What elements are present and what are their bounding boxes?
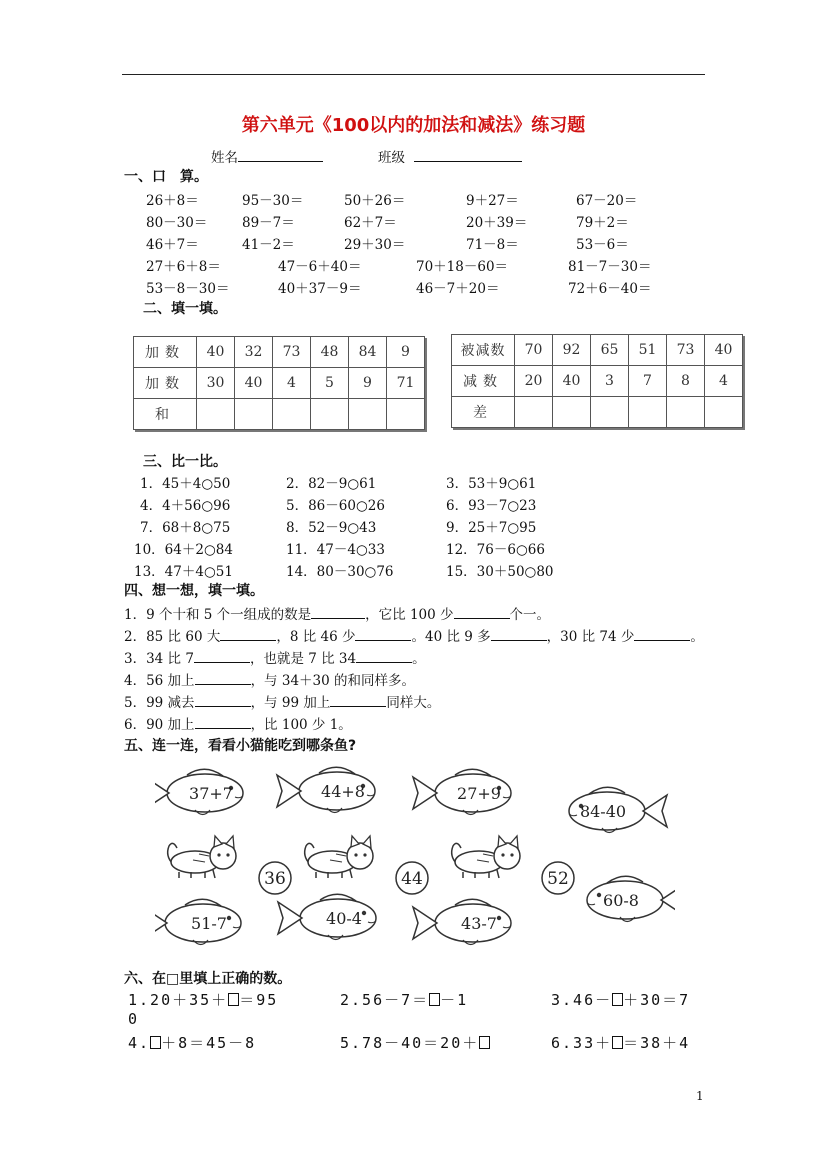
answer-blank[interactable] (634, 627, 690, 641)
answer-blank[interactable] (454, 605, 510, 619)
fill-item-4 (124, 669, 415, 689)
item-text: －1 (440, 991, 469, 1009)
item-text: ，与 99 加上 (250, 695, 331, 711)
fill-item-2 (124, 625, 704, 645)
box-item-6 (551, 1032, 690, 1053)
number-label: 36 (264, 869, 286, 889)
answer-blank[interactable] (356, 649, 412, 663)
number-label: 44 (401, 869, 423, 889)
item-text: 2．85 比 60 大 (124, 629, 221, 645)
table-cell: 70 (515, 335, 553, 366)
item-text: ，也就是 7 比 34 (249, 651, 357, 667)
answer-blank[interactable] (195, 671, 251, 685)
calc-item: 70＋18－60＝ (416, 259, 509, 275)
item-text: 5.78－40＝20＋ (340, 1034, 480, 1052)
item-text: ，比 100 少 1。 (250, 717, 352, 733)
calc-item: 80－30＝ (146, 215, 208, 231)
fish-expression: 84-40 (579, 802, 627, 821)
table-cell: 9 (387, 337, 425, 368)
calc-item: 67－20＝ (576, 193, 638, 209)
calc-item: 41－2＝ (242, 237, 295, 253)
calc-item: 79＋2＝ (576, 215, 629, 231)
answer-cell[interactable] (235, 399, 273, 430)
fish-cat-svg (155, 763, 675, 958)
answer-box[interactable] (429, 993, 440, 1006)
table-cell: 40 (235, 368, 273, 399)
compare-item: 8．52－9○43 (286, 520, 377, 536)
table-cell: 7 (629, 366, 667, 397)
compare-item: 7．68＋8○75 (140, 520, 231, 536)
answer-blank[interactable] (355, 627, 411, 641)
compare-item: 14．80－30○76 (286, 564, 394, 580)
section-6-heading: 六、在□里填上正确的数。 (124, 971, 292, 987)
subtraction-table (451, 334, 743, 428)
addition-table (133, 336, 425, 430)
number-label: 52 (547, 869, 569, 889)
table-cell: 73 (273, 337, 311, 368)
box-item-5 (340, 1032, 490, 1053)
answer-cell[interactable] (629, 397, 667, 428)
table-header: 减数 (452, 366, 515, 397)
answer-blank[interactable] (311, 605, 365, 619)
calc-item: 47－6＋40＝ (278, 259, 362, 275)
answer-blank[interactable] (220, 627, 276, 641)
item-text: ＋8＝45－8 (161, 1034, 257, 1052)
table-cell: 51 (629, 335, 667, 366)
item-text: ＋30＝7 (623, 991, 691, 1009)
page-title: 第六单元《100以内的加法和减法》练习题 (241, 115, 586, 136)
table-cell: 30 (197, 368, 235, 399)
box-item-4 (128, 1032, 256, 1053)
table-header: 和 (134, 399, 197, 430)
compare-item: 6．93－7○23 (446, 498, 537, 514)
table-cell: 32 (235, 337, 273, 368)
section-3-heading: 三、比一比。 (143, 454, 227, 470)
calc-item: 71－8＝ (466, 237, 519, 253)
header-rule (122, 74, 705, 75)
item-text: 1.20＋35＋ (128, 991, 229, 1009)
answer-box[interactable] (150, 1036, 161, 1049)
compare-item: 11．47－4○33 (286, 542, 385, 558)
calc-item: 53－6＝ (576, 237, 629, 253)
fish-expression: 43-7 (461, 914, 497, 933)
table-header: 差 (452, 397, 515, 428)
table-cell: 40 (553, 366, 591, 397)
item-text: 2.56－7＝ (340, 991, 430, 1009)
calc-item: 26＋8＝ (146, 193, 199, 209)
wrap-digit: 0 (128, 1010, 140, 1028)
compare-item: 9．25＋7○95 (446, 520, 537, 536)
calc-item: 62＋7＝ (344, 215, 397, 231)
compare-item: 10．64＋2○84 (134, 542, 233, 558)
item-text: ＝95 (239, 991, 279, 1009)
box-item-1 (128, 989, 278, 1010)
box-item-3 (551, 989, 690, 1010)
table-cell: 4 (273, 368, 311, 399)
section-4-heading: 四、想一想，填一填。 (124, 583, 264, 599)
section-1-heading: 一、口 算。 (124, 169, 208, 185)
answer-cell[interactable] (515, 397, 553, 428)
answer-box[interactable] (612, 993, 623, 1006)
item-text: 。 (690, 629, 704, 645)
table-cell: 4 (705, 366, 743, 397)
table-header: 加数 (134, 337, 197, 368)
item-text: 3．34 比 7 (124, 651, 194, 667)
item-text: 。 (412, 651, 426, 667)
section-2-heading: 二、填一填。 (143, 301, 227, 317)
answer-blank[interactable] (195, 693, 251, 707)
fill-item-1 (124, 603, 550, 623)
item-text: 同样大。 (386, 695, 441, 711)
class-blank[interactable] (414, 148, 522, 162)
compare-item: 12．76－6○66 (446, 542, 545, 558)
fish-expression: 60-8 (603, 891, 639, 910)
item-text: 4．56 加上 (124, 673, 195, 689)
item-text: ＝38＋4 (623, 1034, 691, 1052)
cat-icon (168, 836, 236, 878)
calc-item: 89－7＝ (242, 215, 295, 231)
cat-row (168, 836, 520, 878)
compare-item: 5．86－60○26 (286, 498, 385, 514)
table-cell: 5 (311, 368, 349, 399)
table-cell: 8 (667, 366, 705, 397)
table-cell: 92 (553, 335, 591, 366)
calc-item: 72＋6－40＝ (568, 281, 652, 297)
item-text: ，30 比 74 少 (546, 629, 635, 645)
calc-item: 27＋6＋8＝ (146, 259, 221, 275)
table-cell: 40 (705, 335, 743, 366)
answer-cell[interactable] (705, 397, 743, 428)
answer-cell[interactable] (667, 397, 705, 428)
compare-item: 3．53＋9○61 (446, 476, 537, 492)
fish-expression: 40-4 (326, 909, 362, 928)
fish-expression: 37+7 (189, 784, 233, 803)
item-text: 6.33＋ (551, 1034, 613, 1052)
table-cell: 9 (349, 368, 387, 399)
cat-icon (452, 836, 520, 878)
fish-expression: 44+8 (321, 782, 365, 801)
answer-cell[interactable] (311, 399, 349, 430)
compare-item: 1．45＋4○50 (140, 476, 231, 492)
answer-cell[interactable] (387, 399, 425, 430)
fill-item-5 (124, 691, 440, 711)
compare-item: 2．82－9○61 (286, 476, 377, 492)
fill-item-3 (124, 647, 426, 667)
answer-box[interactable] (479, 1036, 490, 1049)
answer-box[interactable] (228, 993, 239, 1006)
answer-cell[interactable] (591, 397, 629, 428)
table-cell: 84 (349, 337, 387, 368)
answer-blank[interactable] (194, 649, 250, 663)
item-text: 6．90 加上 (124, 717, 195, 733)
item-text: 4. (128, 1034, 151, 1052)
answer-blank[interactable] (330, 693, 386, 707)
table-cell: 65 (591, 335, 629, 366)
table-header: 被减数 (452, 335, 515, 366)
table-cell: 40 (197, 337, 235, 368)
fish-expression: 51-7 (191, 914, 227, 933)
fish-expression: 27+9 (457, 784, 501, 803)
name-field (211, 146, 323, 166)
calc-item: 46＋7＝ (146, 237, 199, 253)
calc-item: 20＋39＝ (466, 215, 528, 231)
calc-item: 46－7＋20＝ (416, 281, 500, 297)
table-cell: 71 (387, 368, 425, 399)
table-header: 加数 (134, 368, 197, 399)
item-text: ，8 比 46 少 (276, 629, 356, 645)
answer-cell[interactable] (273, 399, 311, 430)
section-5-heading: 五、连一连，看看小猫能吃到哪条鱼? (124, 738, 357, 754)
item-text: ，它比 100 少 (365, 607, 454, 623)
compare-item: 15．30＋50○80 (446, 564, 554, 580)
calc-item: 9＋27＝ (466, 193, 519, 209)
compare-item: 4．4＋56○96 (140, 498, 231, 514)
compare-item: 13．47＋4○51 (134, 564, 233, 580)
item-text: ，与 34＋30 的和同样多。 (250, 673, 416, 689)
calc-item: 50＋26＝ (344, 193, 406, 209)
calc-item: 81－7－30＝ (568, 259, 652, 275)
answer-blank[interactable] (491, 627, 547, 641)
name-label: 姓名 (211, 150, 238, 166)
table-cell: 20 (515, 366, 553, 397)
fish-cat-illustration (155, 763, 675, 958)
page-number: 1 (696, 1089, 704, 1103)
answer-cell[interactable] (349, 399, 387, 430)
item-text: 个一。 (509, 607, 551, 623)
calc-item: 29＋30＝ (344, 237, 406, 253)
box-item-2 (340, 989, 468, 1010)
item-text: 1．9 个十和 5 个一组成的数是 (124, 607, 312, 623)
calc-item: 95－30＝ (242, 193, 304, 209)
item-text: 。40 比 9 多 (411, 629, 491, 645)
answer-blank[interactable] (195, 715, 251, 729)
table-cell: 48 (311, 337, 349, 368)
answer-box[interactable] (612, 1036, 623, 1049)
answer-cell[interactable] (197, 399, 235, 430)
calc-item: 53－8－30＝ (146, 281, 230, 297)
fill-item-6 (124, 713, 352, 733)
class-field (378, 146, 522, 166)
cat-icon (305, 836, 373, 878)
answer-cell[interactable] (553, 397, 591, 428)
table-cell: 73 (667, 335, 705, 366)
item-text: 3.46－ (551, 991, 613, 1009)
name-blank[interactable] (238, 148, 323, 162)
table-cell: 3 (591, 366, 629, 397)
calc-item: 40＋37－9＝ (278, 281, 362, 297)
class-label: 班级 (378, 150, 405, 166)
item-text: 5．99 减去 (124, 695, 195, 711)
